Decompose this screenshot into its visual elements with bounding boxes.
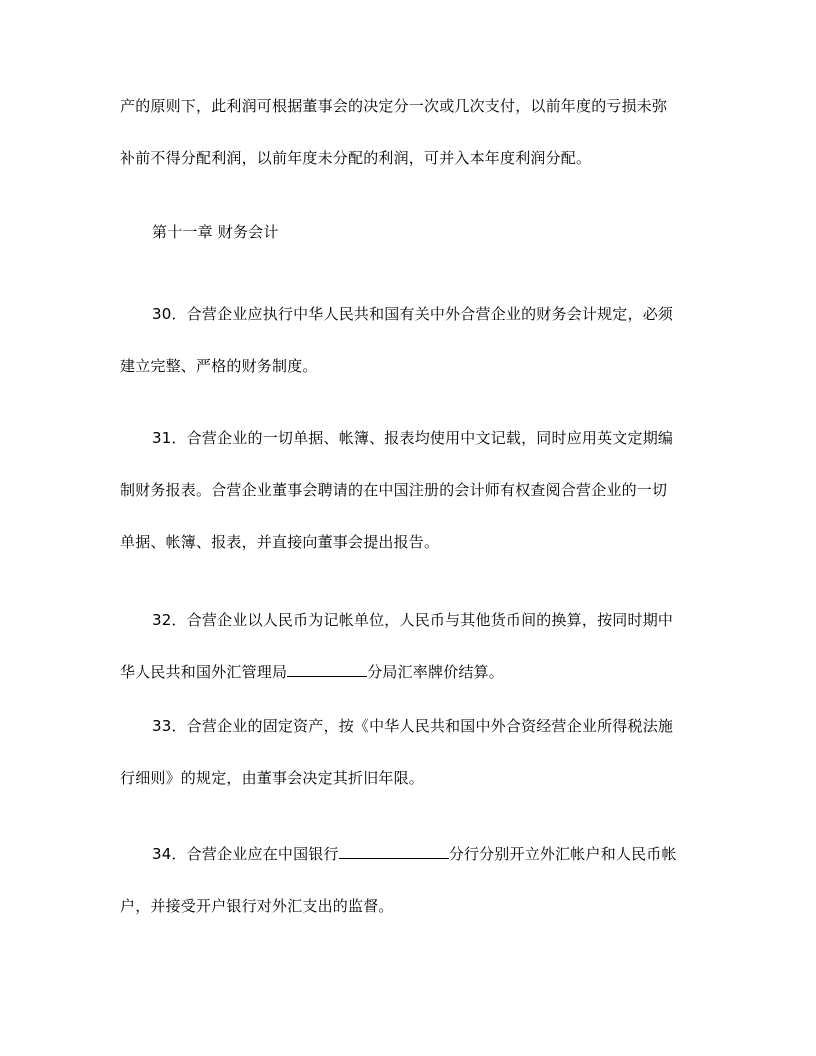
paragraph-profit-distribution xyxy=(120,80,700,184)
text-line: 产的原则下，此利润可根据董事会的决定分一次或几次支付，以前年度的亏损未弥 xyxy=(120,97,668,115)
clause-32 xyxy=(120,594,700,698)
clause-30 xyxy=(120,288,700,392)
text-line: 户，并接受开户银行对外汇支出的监督。 xyxy=(120,897,394,915)
text-line xyxy=(120,646,700,698)
text-line: 31．合营企业的一切单据、帐簿、报表均使用中文记载，同时应用英文定期编 xyxy=(152,429,674,447)
clause-34 xyxy=(120,828,700,932)
text-segment: 分行分别开立外汇帐户和人民币帐 xyxy=(448,845,677,863)
text-line: 行细则》的规定，由董事会决定其折旧年限。 xyxy=(120,769,425,787)
text-line: 单据、帐簿、报表，并直接向董事会提出报告。 xyxy=(120,533,440,551)
text-line: 33．合营企业的固定资产，按《中华人民共和国中外合资经营企业所得税法施 xyxy=(152,717,674,735)
fill-in-blank[interactable] xyxy=(287,662,367,677)
text-segment: 34．合营企业应在中国银行 xyxy=(152,845,339,863)
clause-31 xyxy=(120,412,700,568)
text-line xyxy=(120,828,700,880)
chapter-heading xyxy=(120,206,700,258)
text-line: 30．合营企业应执行中华人民共和国有关中外合营企业的财务会计规定，必须 xyxy=(152,305,674,323)
text-line: 补前不得分配利润，以前年度未分配的利润，可并入本年度利润分配。 xyxy=(120,149,592,167)
text-line: 建立完整、严格的财务制度。 xyxy=(120,357,318,375)
clause-33 xyxy=(120,700,700,804)
fill-in-blank[interactable] xyxy=(339,844,449,859)
text-segment: 华人民共和国外汇管理局 xyxy=(120,663,288,681)
text-line: 32．合营企业以人民币为记帐单位，人民币与其他货币间的换算，按同时期中 xyxy=(152,611,674,629)
chapter-title: 第十一章 财务会计 xyxy=(152,223,279,241)
text-line: 制财务报表。合营企业董事会聘请的在中国注册的会计师有权查阅合营企业的一切 xyxy=(120,481,668,499)
text-segment: 分局汇率牌价结算。 xyxy=(367,663,505,681)
